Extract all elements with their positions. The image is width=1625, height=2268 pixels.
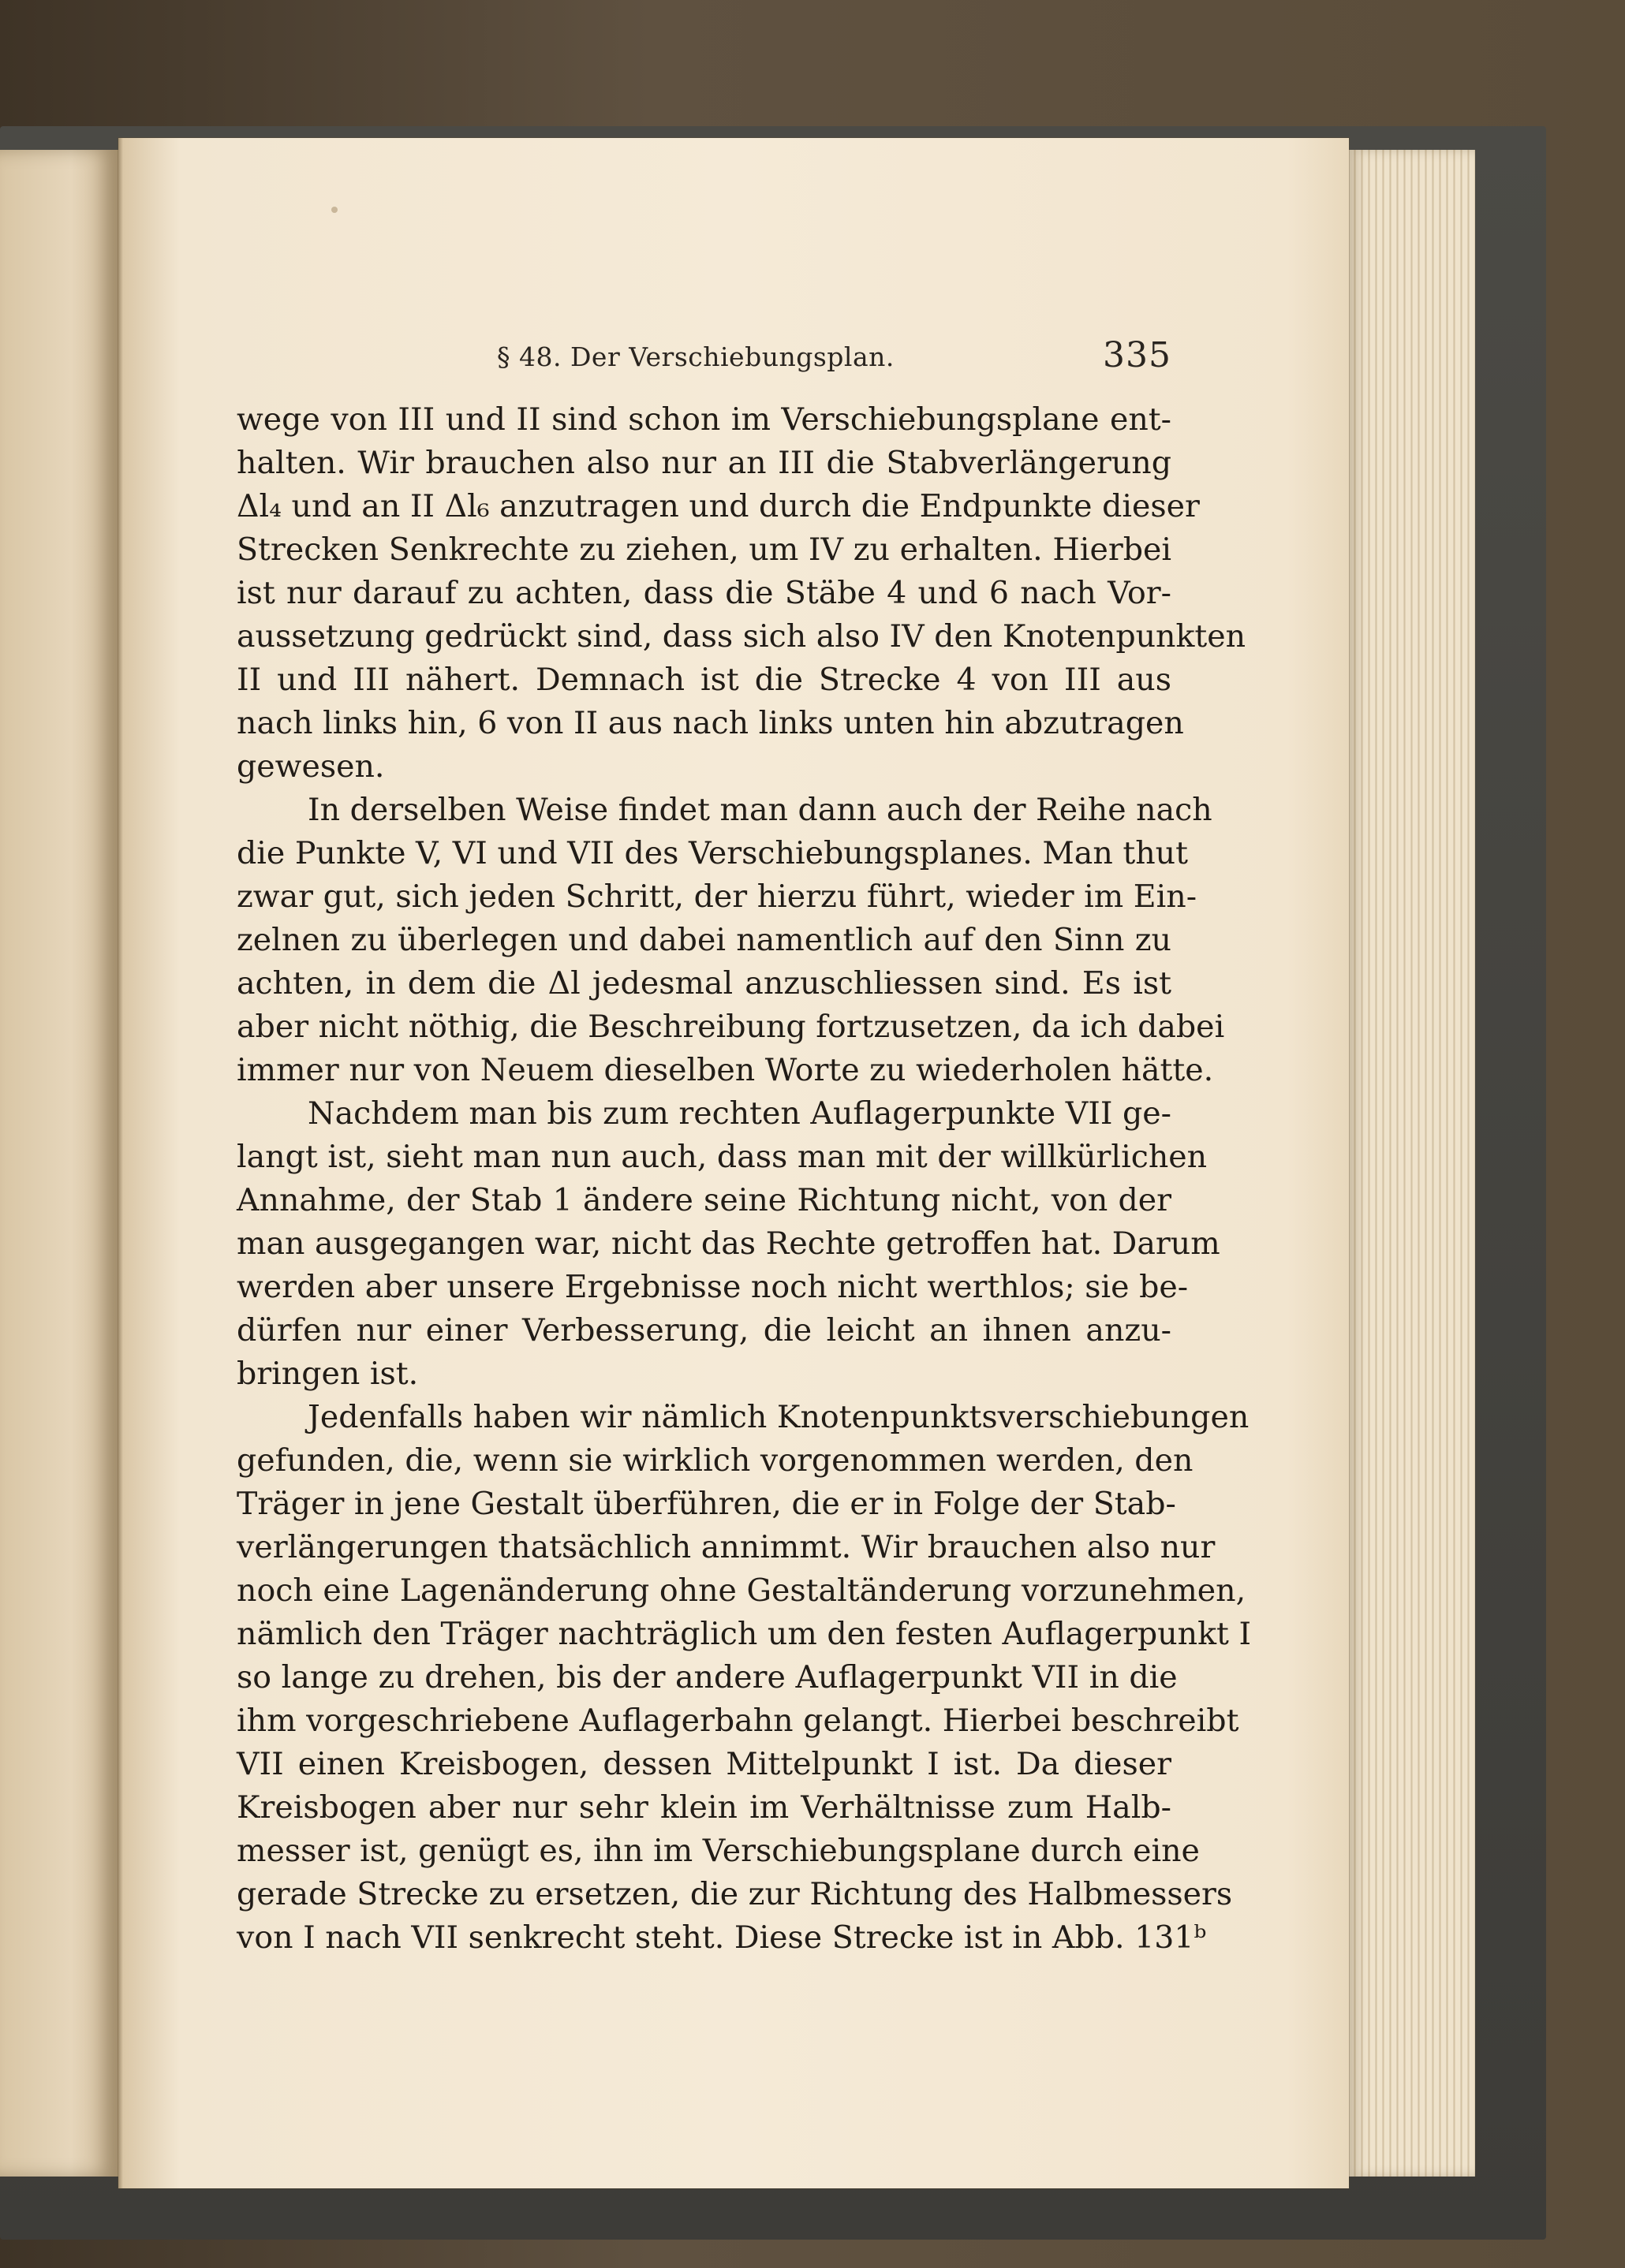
page-number: 335	[1103, 335, 1171, 375]
text-line: Träger in jene Gestalt überführen, die er in Folge der Stab-	[237, 1486, 1176, 1522]
text-line: so lange zu drehen, bis der andere Auflagerpunkt VII in die	[237, 1659, 1178, 1695]
running-title: § 48. Der Verschiebungsplan.	[497, 341, 895, 372]
text-line: Δl₄ und an II Δl₆ anzutragen und durch die Endpunkte dieser	[237, 488, 1200, 524]
body-text	[237, 398, 1252, 1960]
gutter-shadow	[118, 138, 123, 2188]
text-line: gefunden, die, wenn sie wirklich vorgenommen werden, den	[237, 1442, 1194, 1479]
text-line: zwar gut, sich jeden Schritt, der hierzu führt, wieder im Ein-	[237, 878, 1197, 915]
text-line: man ausgegangen war, nicht das Rechte getroffen hat. Darum	[237, 1225, 1220, 1262]
text-line: Nachdem man bis zum rechten Auflagerpunkte VII ge-	[308, 1095, 1172, 1132]
text-line: messer ist, genügt es, ihn im Verschiebungsplane durch eine	[237, 1833, 1200, 1869]
text-line: halten. Wir brauchen also nur an III die Stabverlängerung	[237, 445, 1171, 481]
text-line: nach links hin, 6 von II aus nach links unten hin abzutragen	[237, 705, 1184, 741]
text-line: II und III nähert. Demnach ist die Strecke 4 von III aus	[237, 662, 1171, 698]
text-line: VII einen Kreisbogen, dessen Mittelpunkt I ist. Da dieser	[237, 1746, 1171, 1782]
text-line: gerade Strecke zu ersetzen, die zur Richtung des Halbmessers	[237, 1876, 1233, 1912]
text-line: zelnen zu überlegen und dabei namentlich auf den Sinn zu	[237, 922, 1171, 958]
text-line: die Punkte V, VI und VII des Verschiebungsplanes. Man thut	[237, 835, 1188, 871]
text-line: In derselben Weise findet man dann auch der Reihe nach	[308, 792, 1212, 828]
text-line: bringen ist.	[237, 1356, 419, 1392]
text-line: langt ist, sieht man nun auch, dass man mit der willkürlichen	[237, 1139, 1208, 1175]
left-page-edge	[0, 150, 118, 2177]
text-line: ihm vorgeschriebene Auflagerbahn gelangt. Hierbei beschreibt	[237, 1703, 1239, 1739]
text-line: verlängerungen thatsächlich annimmt. Wir brauchen also nur	[237, 1529, 1216, 1565]
text-line: nämlich den Träger nachträglich um den festen Auflagerpunkt I	[237, 1616, 1252, 1652]
text-line: aber nicht nöthig, die Beschreibung fortzusetzen, da ich dabei	[237, 1009, 1225, 1045]
text-line: immer nur von Neuem dieselben Worte zu wiederholen hätte.	[237, 1052, 1214, 1088]
text-line: Kreisbogen aber nur sehr klein im Verhältnisse zum Halb-	[237, 1789, 1171, 1826]
page-edges	[1349, 150, 1475, 2177]
text-line: Jedenfalls haben wir nämlich Knotenpunktsverschiebungen	[308, 1399, 1250, 1435]
text-line: Strecken Senkrechte zu ziehen, um IV zu erhalten. Hierbei	[237, 532, 1171, 568]
text-line: wege von III und II sind schon im Verschiebungsplane ent-	[237, 401, 1171, 438]
text-line: noch eine Lagenänderung ohne Gestaltänderung vorzunehmen,	[237, 1572, 1246, 1609]
text-line: dürfen nur einer Verbesserung, die leicht an ihnen anzu-	[237, 1312, 1171, 1348]
text-line: aussetzung gedrückt sind, dass sich also IV den Knotenpunkten	[237, 618, 1246, 655]
text-line: werden aber unsere Ergebnisse noch nicht werthlos; sie be-	[237, 1269, 1189, 1305]
text-line: achten, in dem die Δl jedesmal anzuschliessen sind. Es ist	[237, 965, 1171, 1002]
paper-speck	[331, 207, 338, 213]
text-line: gewesen.	[237, 748, 385, 785]
text-line: von I nach VII senkrecht steht. Diese Strecke ist in Abb. 131ᵇ	[237, 1919, 1207, 1956]
text-line: Annahme, der Stab 1 ändere seine Richtung nicht, von der	[237, 1182, 1171, 1218]
page-header	[237, 335, 1171, 382]
text-line: ist nur darauf zu achten, dass die Stäbe 4 und 6 nach Vor-	[237, 575, 1171, 611]
